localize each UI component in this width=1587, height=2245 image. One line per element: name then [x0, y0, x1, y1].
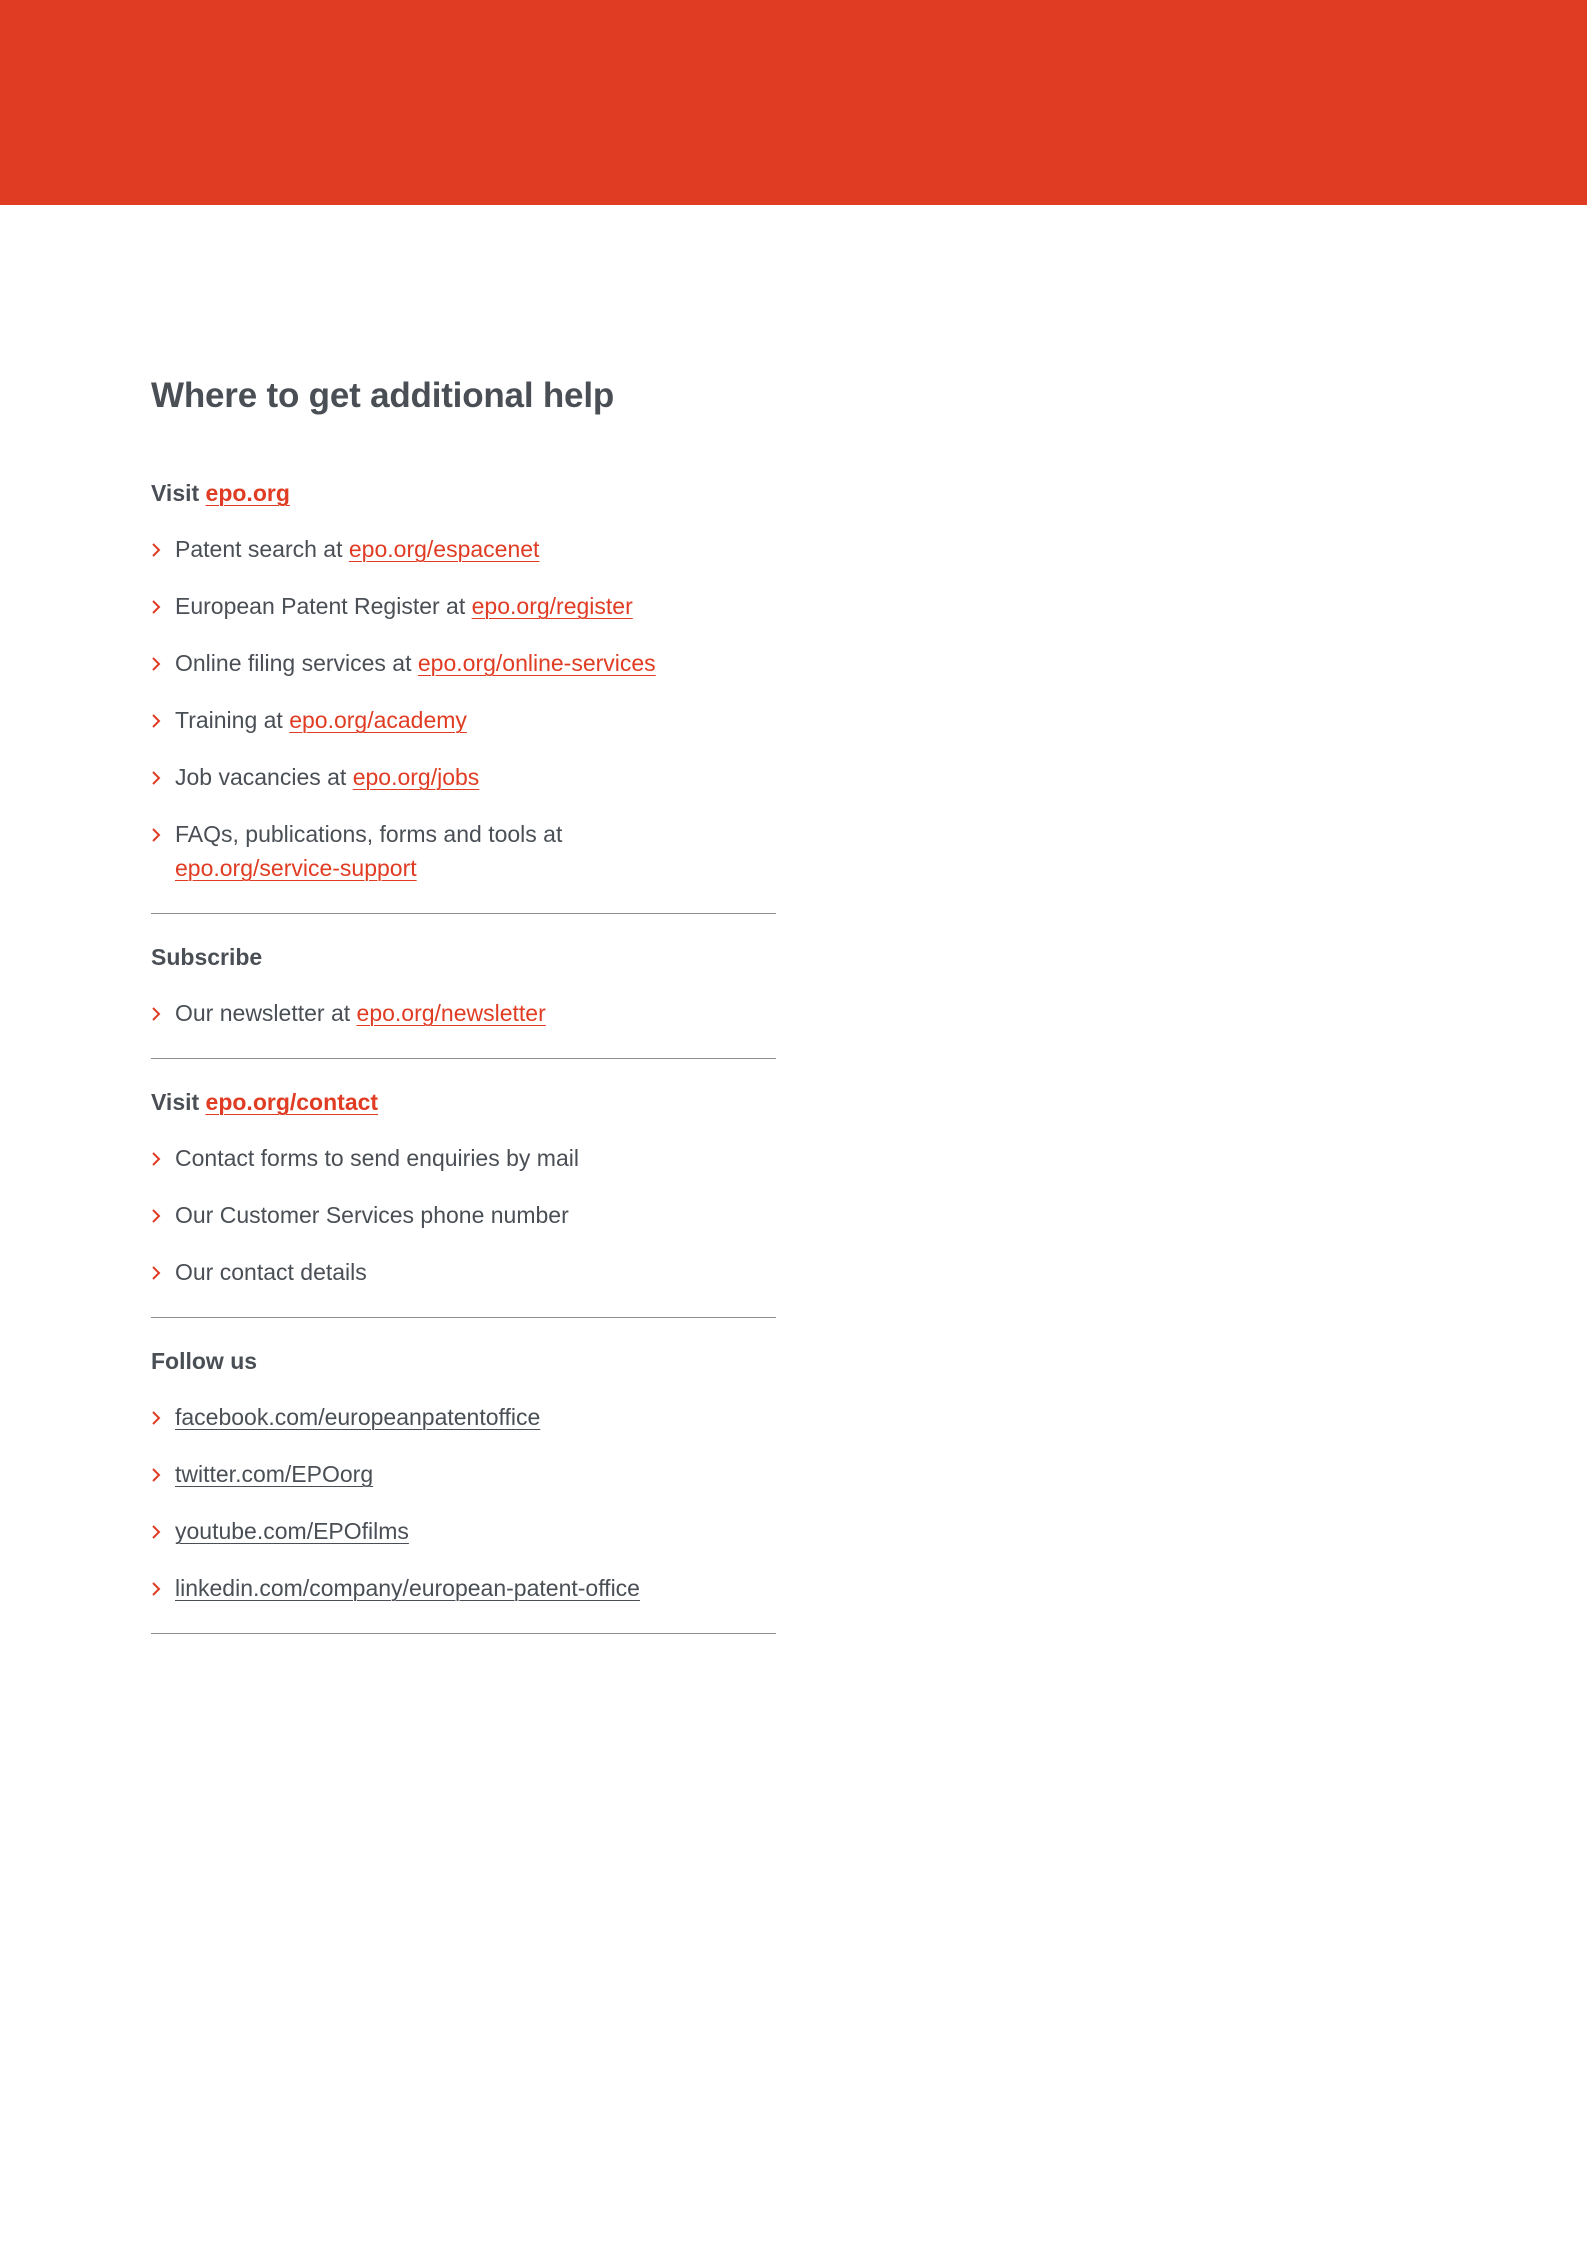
chevron-right-icon: [151, 1141, 165, 1175]
chevron-right-icon: [151, 646, 165, 680]
chevron-right-icon: [151, 1255, 165, 1289]
linkedin-link[interactable]: linkedin.com/company/european-patent-office: [175, 1575, 640, 1601]
heading-prefix: Visit: [151, 480, 200, 506]
chevron-right-icon: [151, 996, 165, 1030]
chevron-right-icon: [151, 532, 165, 566]
page-title: Where to get additional help: [151, 376, 615, 415]
list-item: [151, 760, 776, 794]
list-item: [151, 1198, 776, 1232]
newsletter-link[interactable]: epo.org/newsletter: [356, 1000, 546, 1026]
item-text: Online filing services at: [175, 650, 412, 676]
list-item: [151, 1141, 776, 1175]
chevron-right-icon: [151, 817, 165, 851]
chevron-right-icon: [151, 703, 165, 737]
help-content: [151, 370, 776, 1660]
list-item: [151, 646, 776, 680]
section-divider: [151, 1058, 776, 1059]
section-heading-subscribe: Subscribe: [151, 944, 263, 970]
list-item: [151, 1457, 776, 1491]
item-text: Patent search at: [175, 536, 343, 562]
espacenet-link[interactable]: epo.org/espacenet: [348, 536, 540, 562]
youtube-link[interactable]: youtube.com/EPOfilms: [175, 1518, 409, 1544]
item-text: Contact forms to send enquiries by mail: [175, 1145, 579, 1171]
item-text: Our contact details: [175, 1259, 367, 1285]
chevron-right-icon: [151, 1457, 165, 1491]
twitter-link[interactable]: twitter.com/EPOorg: [175, 1461, 374, 1487]
facebook-link[interactable]: facebook.com/europeanpatentoffice: [175, 1404, 541, 1430]
item-text: Training at: [175, 707, 283, 733]
section-divider: [151, 1317, 776, 1318]
item-text: Our Customer Services phone number: [175, 1202, 569, 1228]
chevron-right-icon: [151, 589, 165, 623]
section-divider: [151, 913, 776, 914]
item-text: Our newsletter at: [175, 1000, 351, 1026]
chevron-right-icon: [151, 1514, 165, 1548]
item-text: European Patent Register at: [175, 593, 466, 619]
list-item: [151, 817, 776, 885]
item-text: FAQs, publications, forms and tools at: [175, 821, 563, 847]
section-heading-visit-contact: [151, 1085, 776, 1119]
epo-org-link[interactable]: epo.org: [205, 480, 290, 506]
section-visit-contact: [151, 1085, 776, 1289]
service-support-link[interactable]: epo.org/service-support: [175, 855, 417, 881]
list-item: [151, 996, 776, 1030]
section-visit-epo: [151, 476, 776, 885]
list-item: [151, 532, 776, 566]
register-link[interactable]: epo.org/register: [471, 593, 633, 619]
list-item: [151, 703, 776, 737]
subscribe-list: [151, 996, 776, 1030]
online-services-link[interactable]: epo.org/online-services: [417, 650, 656, 676]
list-item: [151, 589, 776, 623]
section-divider: [151, 1633, 776, 1634]
section-follow-us: [151, 1344, 776, 1605]
contact-link[interactable]: epo.org/contact: [205, 1089, 379, 1115]
section-heading-follow-us: Follow us: [151, 1348, 258, 1374]
chevron-right-icon: [151, 1571, 165, 1605]
list-item: [151, 1400, 776, 1434]
header-color-band: [0, 0, 1587, 205]
list-item: [151, 1514, 776, 1548]
visit-contact-list: [151, 1141, 776, 1289]
chevron-right-icon: [151, 1400, 165, 1434]
visit-epo-list: [151, 532, 776, 885]
list-item: [151, 1255, 776, 1289]
academy-link[interactable]: epo.org/academy: [289, 707, 467, 733]
list-item: [151, 1571, 776, 1605]
section-subscribe: [151, 940, 776, 1030]
section-heading-visit-epo: [151, 476, 776, 510]
jobs-link[interactable]: epo.org/jobs: [352, 764, 480, 790]
heading-prefix: Visit: [151, 1089, 200, 1115]
item-text: Job vacancies at: [175, 764, 347, 790]
chevron-right-icon: [151, 760, 165, 794]
chevron-right-icon: [151, 1198, 165, 1232]
follow-us-list: [151, 1400, 776, 1605]
